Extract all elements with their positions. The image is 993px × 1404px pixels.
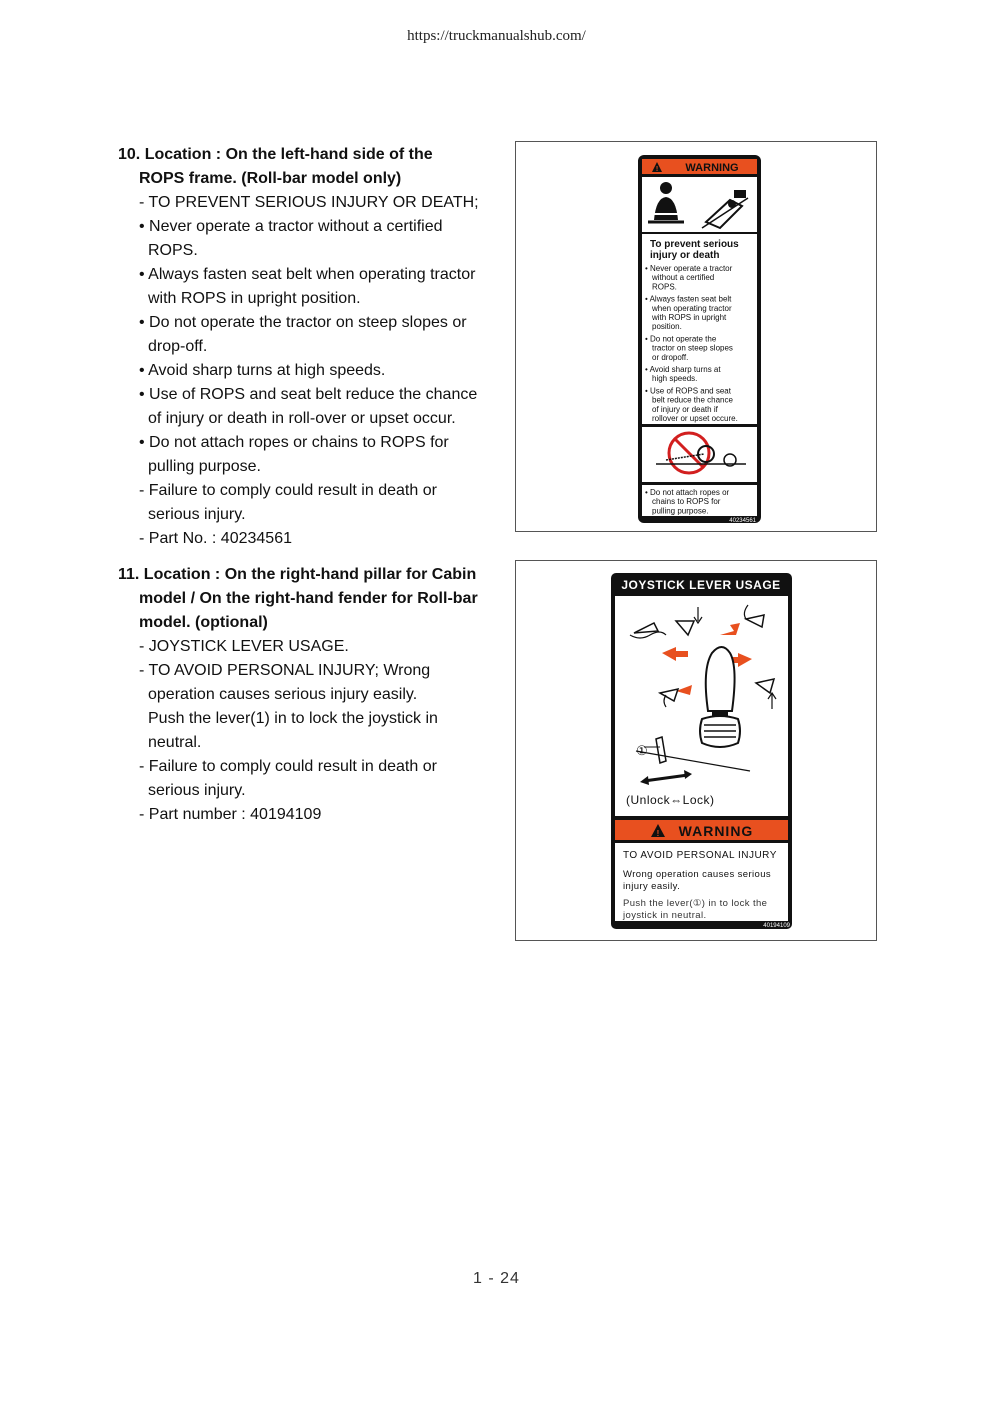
decal1-part-no: 40234561 [729, 518, 756, 524]
unlock-lock-label: (Unlock⇔Lock) [626, 793, 715, 807]
decal1-heading-2: injury or death [650, 250, 720, 261]
decal-text-line: with ROPS in upright [652, 313, 727, 322]
decal-text-line: chains to ROPS for [652, 497, 721, 507]
section11-line: - JOYSTICK LEVER USAGE. [139, 638, 349, 655]
section11-line: serious injury. [148, 782, 246, 799]
decal-text-line: • Do not attach ropes or [645, 488, 730, 497]
section-11-title: 11. Location : On the right-hand pillar for Cabin [118, 566, 477, 583]
section-11-lines [118, 635, 503, 827]
decal-text-line: high speeds. [652, 374, 698, 384]
section11-line: operation causes serious injury easily. [148, 686, 418, 703]
section-10-title-cont: ROPS frame. (Roll-bar model only) [139, 170, 402, 187]
section-11-title-cont-2: model. (optional) [139, 614, 268, 631]
section10-line: pulling purpose. [148, 458, 261, 475]
svg-text:!: ! [656, 829, 660, 838]
section10-line: - TO PREVENT SERIOUS INJURY OR DEATH; [139, 194, 479, 211]
section-10-lines [118, 191, 503, 551]
section-11 [118, 563, 503, 827]
section-11-title-cont-1: model / On the right-hand fender for Roll-bar [139, 590, 478, 607]
section10-line: - Part No. : 40234561 [139, 530, 292, 547]
section10-line: • Always fasten seat belt when operating tractor [139, 266, 476, 283]
decal-text-line: • Do not operate the [645, 334, 717, 344]
decal-text-line: when operating tractor [652, 303, 732, 313]
lever-marker: ① [636, 743, 648, 758]
section10-line: • Never operate a tractor without a certified [139, 218, 443, 235]
decal-text-line: • Always fasten seat belt [645, 294, 732, 304]
section10-line: ROPS. [148, 242, 198, 259]
decal2-part-no: 40194109 [763, 923, 790, 929]
section10-line: with ROPS in upright position. [148, 290, 361, 307]
decal2-body-2: injury easily. [623, 881, 681, 892]
section10-line: of injury or death in roll-over or upset occur. [148, 410, 456, 427]
section10-line: drop-off. [148, 338, 208, 355]
section10-line: serious injury. [148, 506, 246, 523]
decal-text-line: • Never operate a tractor [645, 264, 733, 273]
section11-line: neutral. [148, 734, 202, 751]
svg-text:!: ! [655, 166, 659, 173]
section10-line: • Do not attach ropes or chains to ROPS for [139, 434, 449, 451]
decal1-warning-header: WARNING [685, 162, 739, 174]
decal2-avoid-text: TO AVOID PERSONAL INJURY [623, 850, 777, 861]
rops-decal-figure [515, 141, 877, 532]
section10-line: • Do not operate the tractor on steep slopes or [139, 314, 467, 331]
joystick-warning-decal [516, 561, 876, 940]
decal-text-line: ROPS. [652, 282, 677, 292]
decal2-body-1: Wrong operation causes serious [623, 869, 772, 880]
section11-line: Push the lever(1) in to lock the joystick in [148, 710, 438, 727]
decal-text-line: rollover or upset occure. [652, 414, 738, 423]
section10-line: • Avoid sharp turns at high speeds. [139, 362, 386, 379]
decal-text-line: of injury or death if [652, 404, 718, 414]
decal-text-line: • Use of ROPS and seat [645, 386, 731, 396]
decal-text-line: position. [652, 322, 682, 332]
section-10-title: 10. Location : On the left-hand side of the [118, 146, 433, 163]
source-url: https://truckmanualshub.com/ [407, 28, 586, 44]
section11-line: - Failure to comply could result in death or [139, 758, 437, 775]
decal2-body-3: Push the lever(①) in to lock the [623, 898, 768, 909]
decal-text-line: belt reduce the chance [652, 395, 733, 405]
section11-line: - Part number : 40194109 [139, 806, 322, 823]
decal-text-line: pulling purpose. [652, 506, 709, 516]
rops-warning-decal [516, 142, 876, 531]
decal2-warning-text: WARNING [678, 823, 754, 839]
decal-text-line: • Avoid sharp turns at [645, 365, 721, 374]
decal2-body-4: joystick in neutral. [623, 910, 707, 921]
section10-line: - Failure to comply could result in death or [139, 482, 437, 499]
page-number: 1 - 24 [473, 1270, 520, 1287]
decal1-heading-1: To prevent serious [650, 239, 739, 250]
section-10 [118, 143, 503, 551]
section11-line: - TO AVOID PERSONAL INJURY; Wrong [139, 662, 431, 679]
joystick-decal-figure [515, 560, 877, 941]
decal-text-line: tractor on steep slopes [652, 343, 733, 353]
decal-text-line: or dropoff. [652, 352, 689, 362]
decal2-title: JOYSTICK LEVER USAGE [621, 578, 781, 592]
section10-line: • Use of ROPS and seat belt reduce the chance [139, 386, 478, 403]
decal-text-line: without a certified [652, 273, 715, 283]
